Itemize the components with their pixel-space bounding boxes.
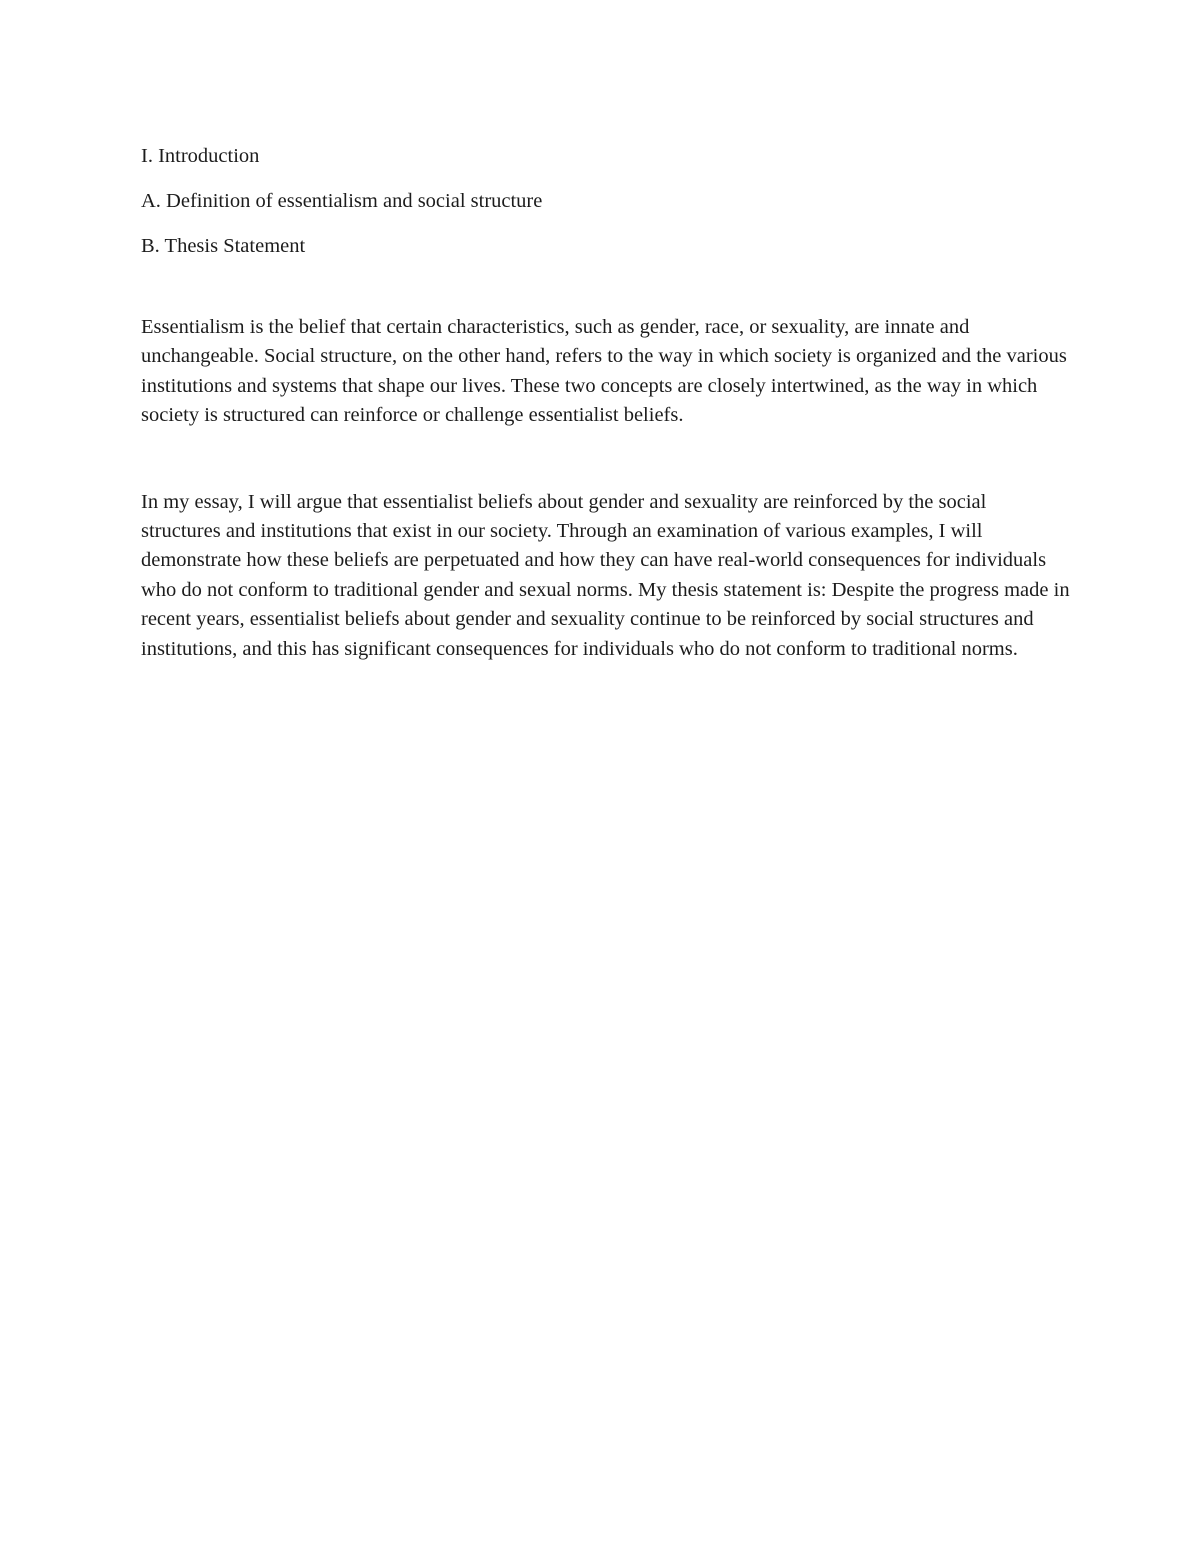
outline-item-a: A. Definition of essentialism and social structure	[141, 190, 543, 212]
paragraph-thesis: In my essay, I will argue that essentialist beliefs about gender and sexuality are reinforced by the social structures and institutions that exist in our society. Through an examination of various examples, I will demonstrate how these beliefs are perpetuated and how they can have real-world consequences for individuals who do not conform to traditional gender and sexual norms. My thesis statement is: Despite the progress made in recent years, essentialist beliefs about gender and sexuality continue to be reinforced by social structures and institutions, and this has significant consequences for individuals who do not conform to traditional norms.	[141, 490, 1070, 660]
outline-item-b: B. Thesis Statement	[141, 235, 306, 257]
document-body	[141, 142, 1071, 664]
outline-heading: I. Introduction	[141, 145, 260, 167]
paragraph-definitions: Essentialism is the belief that certain characteristics, such as gender, race, or sexuality, are innate and unchangeable. Social structure, on the other hand, refers to the way in which society is organized and the various institutions and systems that shape our lives. These two concepts are closely intertwined, as the way in which society is structured can reinforce or challenge essentialist beliefs.	[141, 316, 1067, 427]
